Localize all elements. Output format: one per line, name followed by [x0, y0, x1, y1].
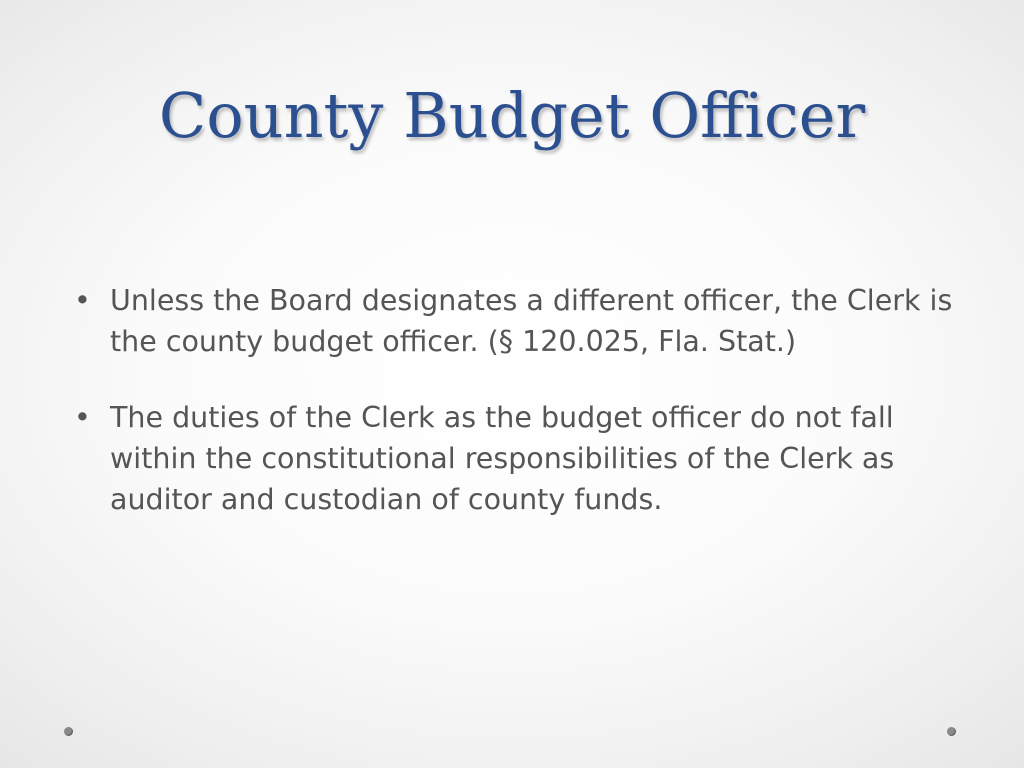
bullet-text: The duties of the Clerk as the budget officer do not fall within the constitutional responsibilities of the Clerk as auditor and custodian of county funds. — [110, 401, 895, 516]
bullet-list — [70, 280, 970, 555]
bullet-item — [70, 280, 970, 362]
bullet-text: Unless the Board designates a different officer, the Clerk is the county budget officer. (§ 120.025, Fla. Stat.) — [110, 284, 953, 358]
slide-title: County Budget Officer — [158, 79, 866, 152]
bullet-item — [70, 397, 970, 520]
decorative-dot-icon — [64, 727, 73, 736]
bullet-marker: • — [74, 401, 91, 434]
bullet-marker: • — [74, 284, 91, 317]
decorative-dot-icon — [947, 727, 956, 736]
